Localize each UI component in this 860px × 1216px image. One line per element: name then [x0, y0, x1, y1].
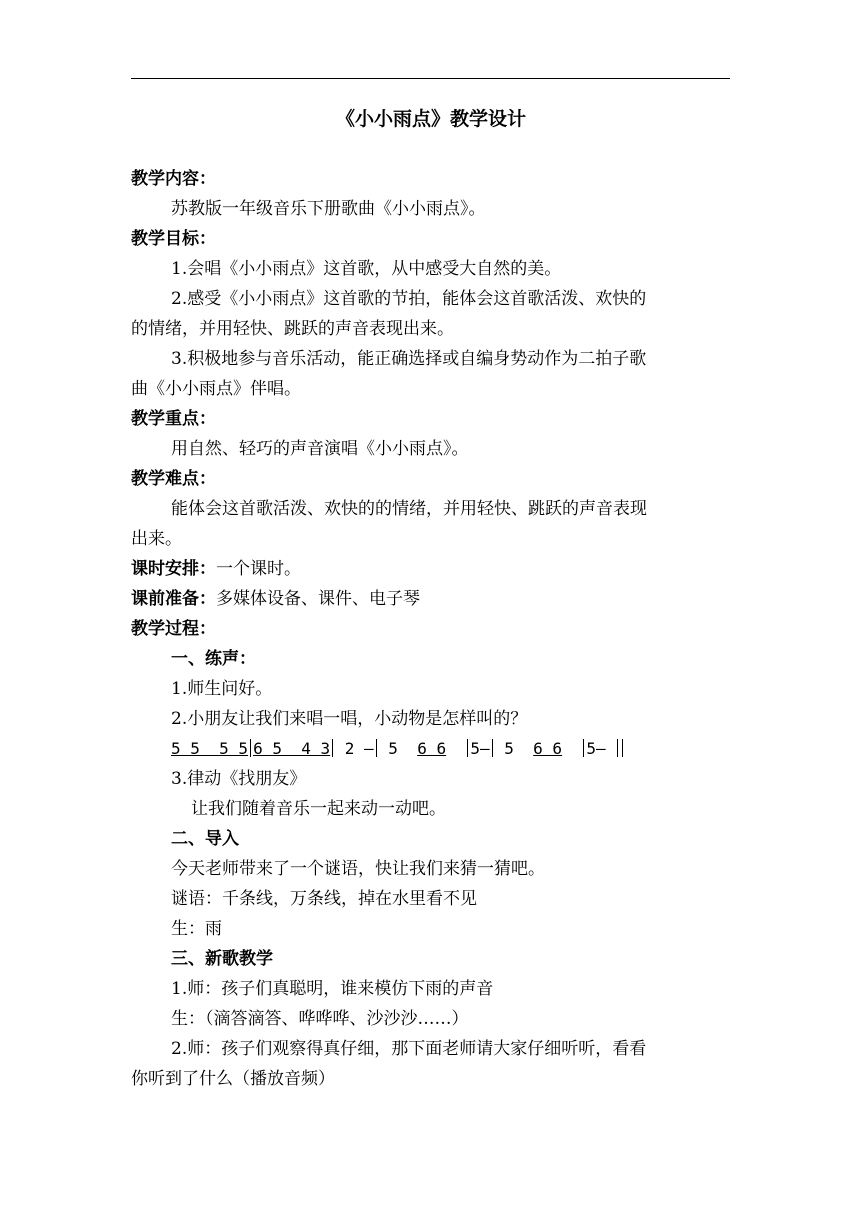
notation-group-6: [446, 739, 465, 758]
notation-group-8: 5: [494, 739, 534, 758]
notation-group-7: 5—: [470, 739, 490, 758]
bar-line: [617, 739, 618, 757]
music-notation: [131, 734, 731, 764]
section-1-item-2: 2.小朋友让我们来唱一唱，小动物是怎样叫的？: [171, 709, 528, 729]
goal-2-line-2: 的情绪，并用轻快、跳跃的声音表现出来。: [131, 319, 454, 339]
doc-title: 《小小雨点》教学设计: [335, 108, 526, 130]
bar-line: [583, 739, 584, 757]
notation-group-11: 5—: [586, 739, 616, 758]
document-page: [131, 104, 731, 1094]
section-2-heading: 二、导入: [171, 829, 239, 849]
section-3-line-3b: 你听到了什么（播放音频）: [131, 1069, 335, 1089]
section-3-line-3a: 2.师：孩子们观察得真仔细，那下面老师请大家仔细听听，看看: [171, 1039, 647, 1059]
heading-goals: 教学目标：: [131, 229, 216, 249]
bar-line: [492, 739, 493, 757]
notation-group-1: 5 5 5 5: [171, 739, 249, 758]
prep-body: 多媒体设备、课件、电子琴: [216, 589, 420, 609]
goal-2-line-1: 2.感受《小小雨点》这首歌的节拍，能体会这首歌活泼、欢快的: [171, 289, 647, 309]
bar-line: [376, 739, 377, 757]
goal-3-line-1: 3.积极地参与音乐活动，能正确选择或自编身势动作为二拍子歌: [171, 349, 647, 369]
section-3-heading: 三、新歌教学: [171, 949, 273, 969]
section-3-line-1: 1.师：孩子们真聪明，谁来模仿下雨的声音: [171, 979, 494, 999]
goal-1: 1.会唱《小小雨点》这首歌，从中感受大自然的美。: [171, 259, 562, 279]
notation-group-3: 2 —: [335, 739, 374, 758]
heading-process: 教学过程：: [131, 619, 216, 639]
section-2-line-3: 生：雨: [171, 919, 222, 939]
section-1-item-3-body: 让我们随着音乐一起来动一动吧。: [191, 799, 446, 819]
notation-group-9: 6 6: [533, 739, 563, 758]
key-points-body: 用自然、轻巧的声音演唱《小小雨点》。: [171, 439, 469, 459]
prep-row: [131, 584, 731, 614]
heading-time: 课时安排：: [131, 559, 216, 579]
notation-group-10: [562, 739, 581, 758]
notation-group-2: 6 5 4 3: [253, 739, 331, 758]
content-body: 苏教版一年级音乐下册歌曲《小小雨点》。: [171, 199, 486, 219]
section-3-line-2: 生：（滴答滴答、哗哗哗、沙沙沙……）: [171, 1009, 469, 1029]
header-rule: [131, 78, 730, 79]
time-row: [131, 554, 731, 584]
time-body: 一个课时。: [216, 559, 301, 579]
bar-line: [467, 739, 468, 757]
section-1-item-3: 3.律动《找朋友》: [171, 769, 307, 789]
heading-key-points: 教学重点：: [131, 409, 216, 429]
difficulties-line-2: 出来。: [131, 529, 182, 549]
section-1-item-1: 1.师生问好。: [171, 679, 273, 699]
heading-prep: 课前准备：: [131, 589, 216, 609]
section-1-heading: 一、练声：: [171, 649, 256, 669]
notation-group-4: 5: [378, 739, 418, 758]
bar-line: [250, 739, 251, 757]
bar-line: [332, 739, 333, 757]
section-2-line-1: 今天老师带来了一个谜语，快让我们来猜一猜吧。: [171, 859, 545, 879]
section-2-line-2: 谜语：千条线，万条线，掉在水里看不见: [171, 889, 477, 909]
difficulties-line-1: 能体会这首歌活泼、欢快的的情绪，并用轻快、跳跃的声音表现: [171, 499, 647, 519]
bar-line: [622, 739, 623, 757]
heading-content: 教学内容：: [131, 169, 216, 189]
heading-difficulties: 教学难点：: [131, 469, 216, 489]
goal-3-line-2: 曲《小小雨点》伴唱。: [131, 379, 301, 399]
notation-group-5: 6 6: [417, 739, 447, 758]
